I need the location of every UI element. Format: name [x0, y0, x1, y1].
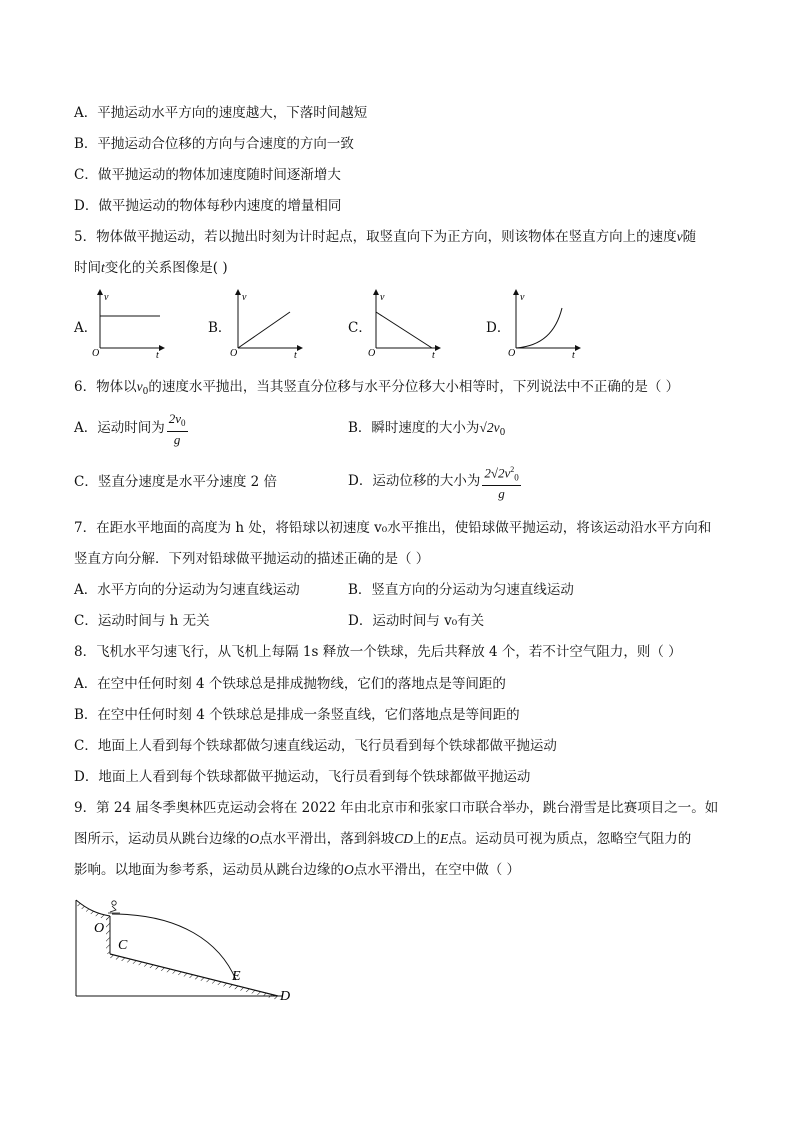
q6-d-fraction: $\frac{2√2v^2_0}{g}$ [482, 462, 520, 501]
graph-a-t-label: t [156, 350, 159, 358]
q5-option-b-label: B． [208, 320, 232, 336]
q8-option-b: B．在空中任何时刻 4 个铁球总是排成一条竖直线，它们落地点是等间距的 [74, 707, 520, 723]
fig-label-e: E [232, 969, 241, 984]
q4-option-c: C．做平抛运动的物体加速度随时间逐渐增大 [74, 167, 341, 183]
q5-graph-c [366, 286, 446, 358]
graph-d-t-label: t [572, 350, 575, 358]
graph-c-origin: O [368, 348, 376, 358]
q5-option-a-label: A． [74, 320, 98, 336]
graph-c-line [376, 312, 432, 348]
q9-stem-line1: 9．第 24 届冬季奥林匹克运动会将在 2022 年由北京市和张家口市联合举办，跳台滑雪是比赛项目之一。如 [74, 800, 719, 816]
q4-option-d: D．做平抛运动的物体每秒内速度的增量相同 [74, 198, 342, 214]
graph-a-v-label: v [104, 292, 109, 303]
q7-option-a: A．水平方向的分运动为匀速直线运动 [74, 582, 300, 598]
fig-label-o: O [94, 921, 105, 936]
q5-graph-a [90, 286, 170, 358]
graph-c-v-label: v [380, 292, 385, 303]
q5-option-d-label: D． [486, 320, 511, 336]
q4-option-a: A．平抛运动水平方向的速度越大，下落时间越短 [74, 105, 368, 121]
q9-stem-line3: 影响。以地面为参考系，运动员从跳台边缘的O点水平滑出，在空中做（ ） [74, 862, 521, 878]
graph-d-curve [516, 308, 562, 348]
q8-stem: 8．飞机水平匀速飞行，从飞机上每隔 1s 释放一个铁球，先后共释放 4 个，若不计空气阻力，则（ ） [74, 644, 682, 660]
q8-option-a: A．在空中任何时刻 4 个铁球总是排成抛物线，它们的落地点是等间距的 [74, 676, 506, 692]
graph-b-line [238, 312, 290, 348]
ski-jump-diagram [70, 892, 300, 1007]
graph-b-t-label: t [294, 350, 297, 358]
graph-c-t-label: t [432, 350, 435, 358]
graph-b-v-label: v [242, 292, 247, 303]
graph-d-v-label: v [520, 292, 525, 303]
q6-stem: 6．物体以$v_0$的速度水平抛出，当其竖直分位移与水平分位移大小相等时，下列说法中不正确的是（ ） [74, 379, 680, 397]
q6-option-b: B．瞬时速度的大小为$√2v_0$ [348, 420, 506, 438]
q7-option-b: B．竖直方向的分运动为匀速直线运动 [348, 582, 574, 598]
q5-graph-b [228, 286, 308, 358]
q7-stem-line2: 竖直方向分解．下列对铅球做平抛运动的描述正确的是（ ） [74, 551, 430, 567]
q7-option-c: C．运动时间与 h 无关 [74, 613, 210, 629]
q5-stem-line2: 时间t变化的关系图像是( ) [74, 260, 228, 276]
q4-option-b: B．平抛运动合位移的方向与合速度的方向一致 [74, 136, 354, 152]
graph-b-origin: O [230, 348, 238, 358]
q8-option-d: D．地面上人看到每个铁球都做平抛运动，飞行员看到每个铁球都做平抛运动 [74, 769, 531, 785]
q5-graph-d [506, 286, 586, 358]
q6-option-a: A．运动时间为 $\frac{2v_0}{g}$ [74, 410, 186, 447]
skier-icon [108, 901, 120, 913]
q6-option-c: C．竖直分速度是水平分速度 2 倍 [74, 474, 278, 490]
q5-stem-line1: 5．物体做平抛运动，若以抛出时刻为计时起点，取竖直向下为正方向，则该物体在竖直方向上的速度v随 [74, 229, 697, 245]
q7-stem-line1: 7．在距水平地面的高度为 h 处，将铅球以初速度 v₀水平推出，使铅球做平抛运动，将该运动沿水平方向和 [74, 520, 712, 536]
q9-stem-line2: 图所示，运动员从跳台边缘的O点水平滑出，落到斜坡CD上的E点。运动员可视为质点，忽略空气阻力的 [74, 831, 692, 847]
fig-label-c: C [118, 938, 128, 953]
fig-label-d: D [280, 989, 291, 1004]
graph-d-origin: O [508, 348, 516, 358]
q5-option-c-label: C． [348, 320, 372, 336]
q8-option-c: C．地面上人看到每个铁球都做匀速直线运动，飞行员看到每个铁球都做平抛运动 [74, 738, 557, 754]
q7-option-d: D．运动时间与 v₀有关 [348, 613, 485, 629]
graph-a-origin: O [92, 348, 100, 358]
q6-option-d: D．运动位移的大小为 $\frac{2√2v^2_0}{g}$ [348, 462, 521, 501]
q6-a-fraction: $\frac{2v_0}{g}$ [168, 410, 186, 447]
